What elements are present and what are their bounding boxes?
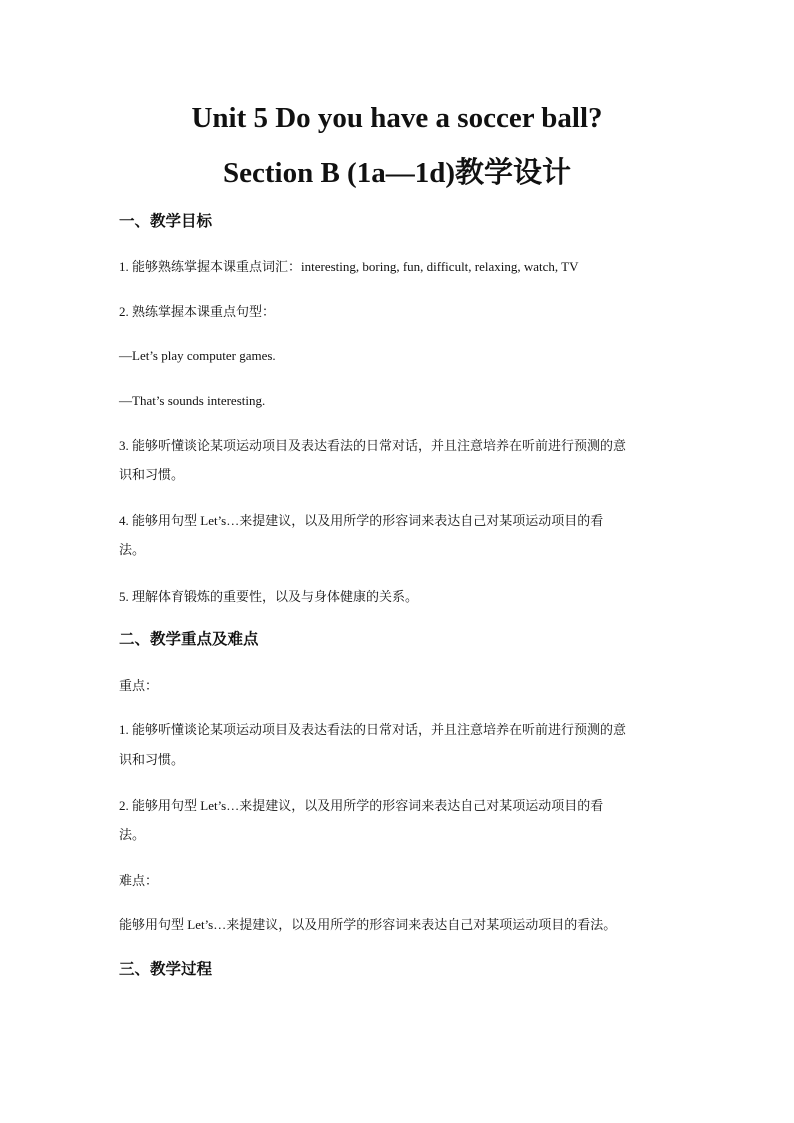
section-heading-process: 三、教学过程 <box>119 961 213 978</box>
key-point-2-line-2: 法。 <box>119 827 146 842</box>
section-heading-key-points: 二、教学重点及难点 <box>119 631 259 648</box>
objective-item-3-line-2: 识和习惯。 <box>119 467 185 482</box>
key-point-1-line-1: 1. 能够听懂谈论某项运动项目及表达看法的日常对话，并且注意培养在听前进行预测的意 <box>119 722 627 737</box>
objective-item-4-line-1: 4. 能够用句型 Let’s…来提建议，以及用所学的形容词来表达自己对某项运动项目的看 <box>119 513 604 528</box>
difficult-points-label: 难点： <box>119 873 159 888</box>
key-points-label: 重点： <box>119 678 159 693</box>
objective-item-2: 2. 熟练掌握本课重点句型： <box>119 304 276 319</box>
objective-item-4-line-2: 法。 <box>119 542 146 557</box>
document-subtitle: Section B (1a—1d)教学设计 <box>222 157 571 189</box>
section-heading-objectives: 一、教学目标 <box>119 213 213 230</box>
objective-item-1: 1. 能够熟练掌握本课重点词汇：interesting, boring, fun, difficult, relaxing, watch, TV <box>119 259 579 274</box>
example-sentence-2: —That’s sounds interesting. <box>119 393 266 408</box>
objective-item-5: 5. 理解体育锻炼的重要性，以及与身体健康的关系。 <box>119 589 419 604</box>
objective-item-3-line-1: 3. 能够听懂谈论某项运动项目及表达看法的日常对话，并且注意培养在听前进行预测的意 <box>119 438 627 453</box>
difficult-point-text: 能够用句型 Let’s…来提建议，以及用所学的形容词来表达自己对某项运动项目的看法。 <box>119 917 617 932</box>
key-point-1-line-2: 识和习惯。 <box>119 752 185 767</box>
example-sentence-1: —Let’s play computer games. <box>119 348 276 363</box>
document-title: Unit 5 Do you have a soccer ball? <box>191 102 603 134</box>
key-point-2-line-1: 2. 能够用句型 Let’s…来提建议，以及用所学的形容词来表达自己对某项运动项目的看 <box>119 798 604 813</box>
